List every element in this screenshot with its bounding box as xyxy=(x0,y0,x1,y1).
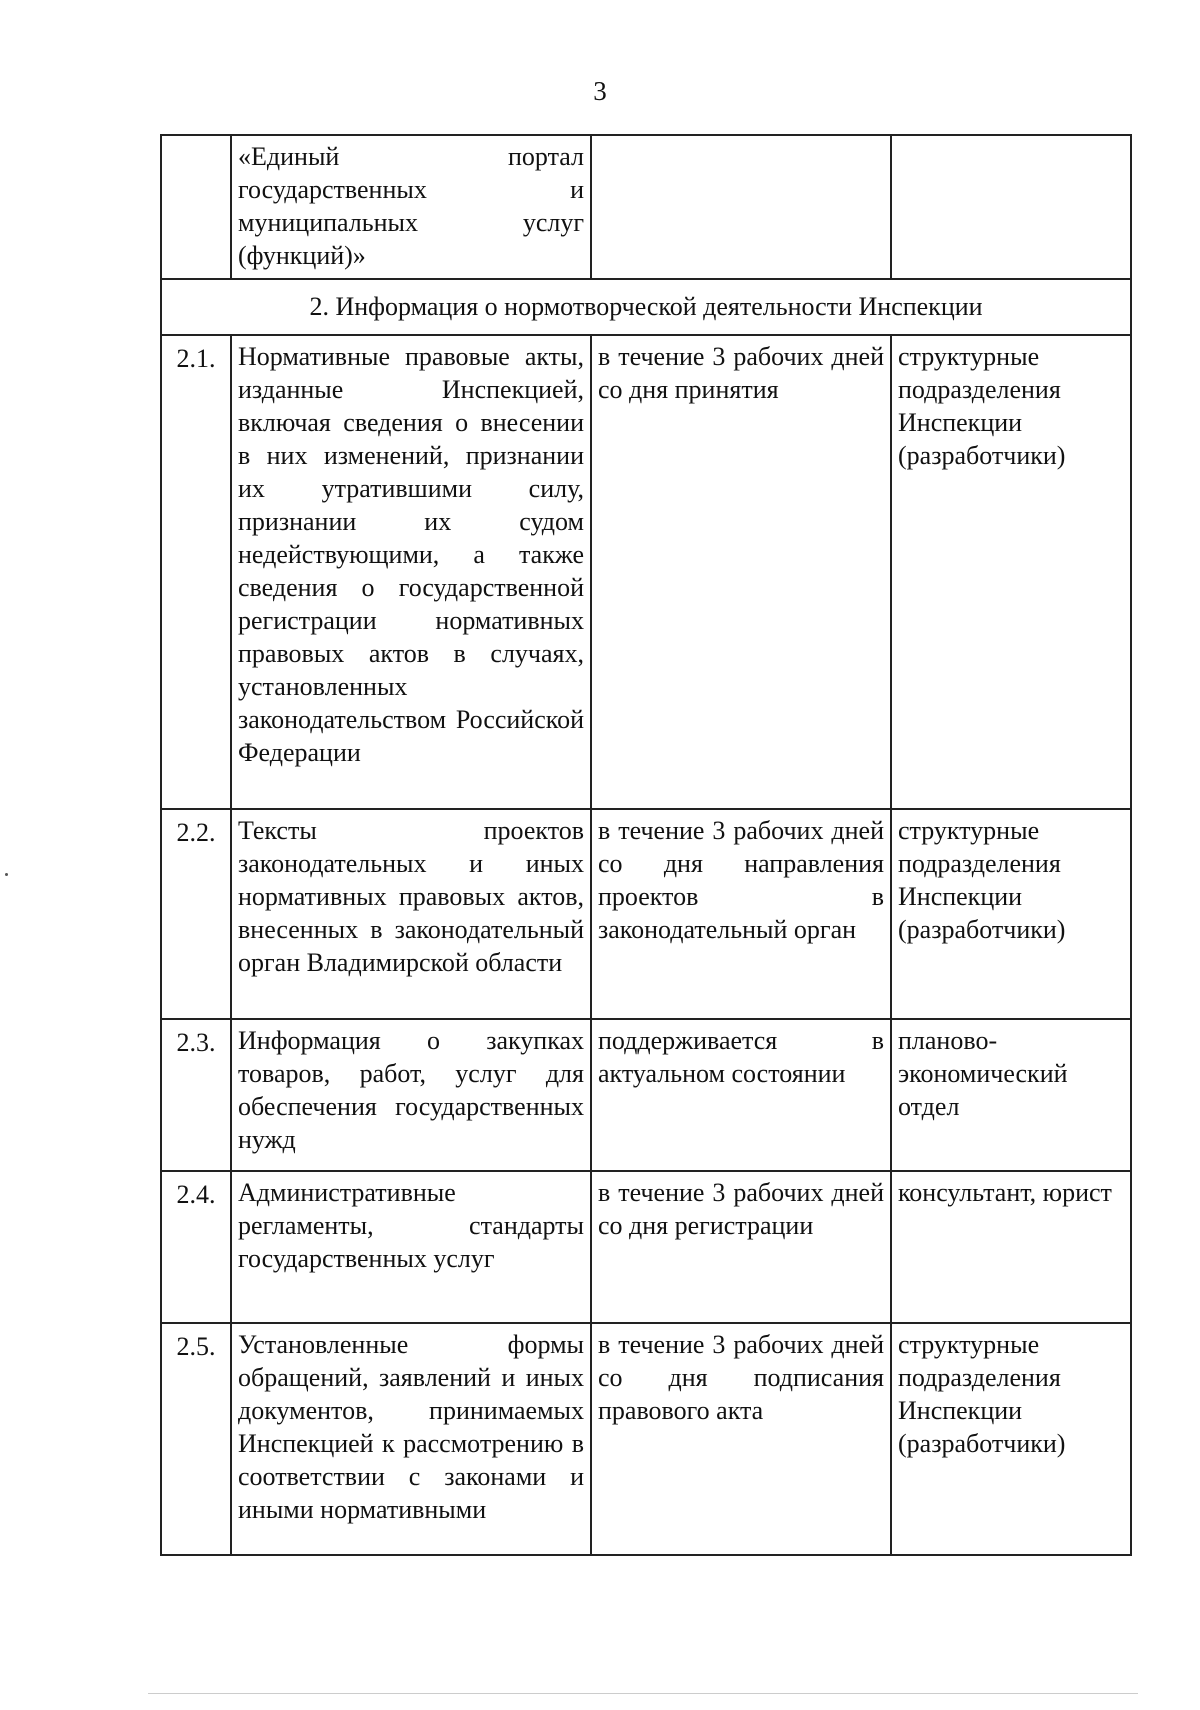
info-cell: Информация о закупках товаров, работ, услуг для обеспечения государственных нужд xyxy=(231,1019,591,1171)
term-cell xyxy=(591,135,891,279)
row-number: 2.5. xyxy=(161,1323,231,1555)
table-row xyxy=(161,135,1131,279)
responsible-cell: планово-экономический отдел xyxy=(891,1019,1131,1171)
responsible-cell: структурные подразделения Инспекции (разработчики) xyxy=(891,1323,1131,1555)
info-cell: Установленные формы обращений, заявлений и иных документов, принимаемых Инспекцией к рассмотрению в соответствии с законами и иными нормативными xyxy=(231,1323,591,1555)
info-cell: Тексты проектов законодательных и иных нормативных правовых актов, внесенных в законодательный орган Владимирской области xyxy=(231,809,591,1019)
table-row xyxy=(161,335,1131,809)
responsible-cell: консультант, юрист xyxy=(891,1171,1131,1323)
row-number: 2.4. xyxy=(161,1171,231,1323)
table-row xyxy=(161,809,1131,1019)
responsible-cell: структурные подразделения Инспекции (разработчики) xyxy=(891,809,1131,1019)
row-number xyxy=(161,135,231,279)
table-row xyxy=(161,1171,1131,1323)
term-cell: в течение 3 рабочих дней со дня принятия xyxy=(591,335,891,809)
scan-edge-line xyxy=(148,1693,1138,1694)
term-cell: поддерживается в актуальном состоянии xyxy=(591,1019,891,1171)
table-row xyxy=(161,1323,1131,1555)
row-number: 2.3. xyxy=(161,1019,231,1171)
scan-speck xyxy=(5,873,8,876)
row-number: 2.1. xyxy=(161,335,231,809)
term-cell: в течение 3 рабочих дней со дня направления проектов в законодательный орган xyxy=(591,809,891,1019)
info-cell: «Единый портал государственных и муниципальных услуг (функций)» xyxy=(231,135,591,279)
page-number: 3 xyxy=(593,76,607,106)
term-cell: в течение 3 рабочих дней со дня подписания правового акта xyxy=(591,1323,891,1555)
term-cell: в течение 3 рабочих дней со дня регистрации xyxy=(591,1171,891,1323)
info-cell: Нормативные правовые акты, изданные Инспекцией, включая сведения о внесении в них изменений, признании их утратившими силу, признании их судом недействующими, а также сведения о государственной регистрации нормативных правовых актов в случаях, установленных законодательством Российской Федерации xyxy=(231,335,591,809)
info-cell: Административные регламенты, стандарты государственных услуг xyxy=(231,1171,591,1323)
table-row xyxy=(161,1019,1131,1171)
information-table xyxy=(160,134,1132,1556)
section-row xyxy=(161,279,1131,335)
row-number: 2.2. xyxy=(161,809,231,1019)
responsible-cell: структурные подразделения Инспекции (разработчики) xyxy=(891,335,1131,809)
responsible-cell xyxy=(891,135,1131,279)
section-title: 2. Информация о нормотворческой деятельности Инспекции xyxy=(161,279,1131,335)
